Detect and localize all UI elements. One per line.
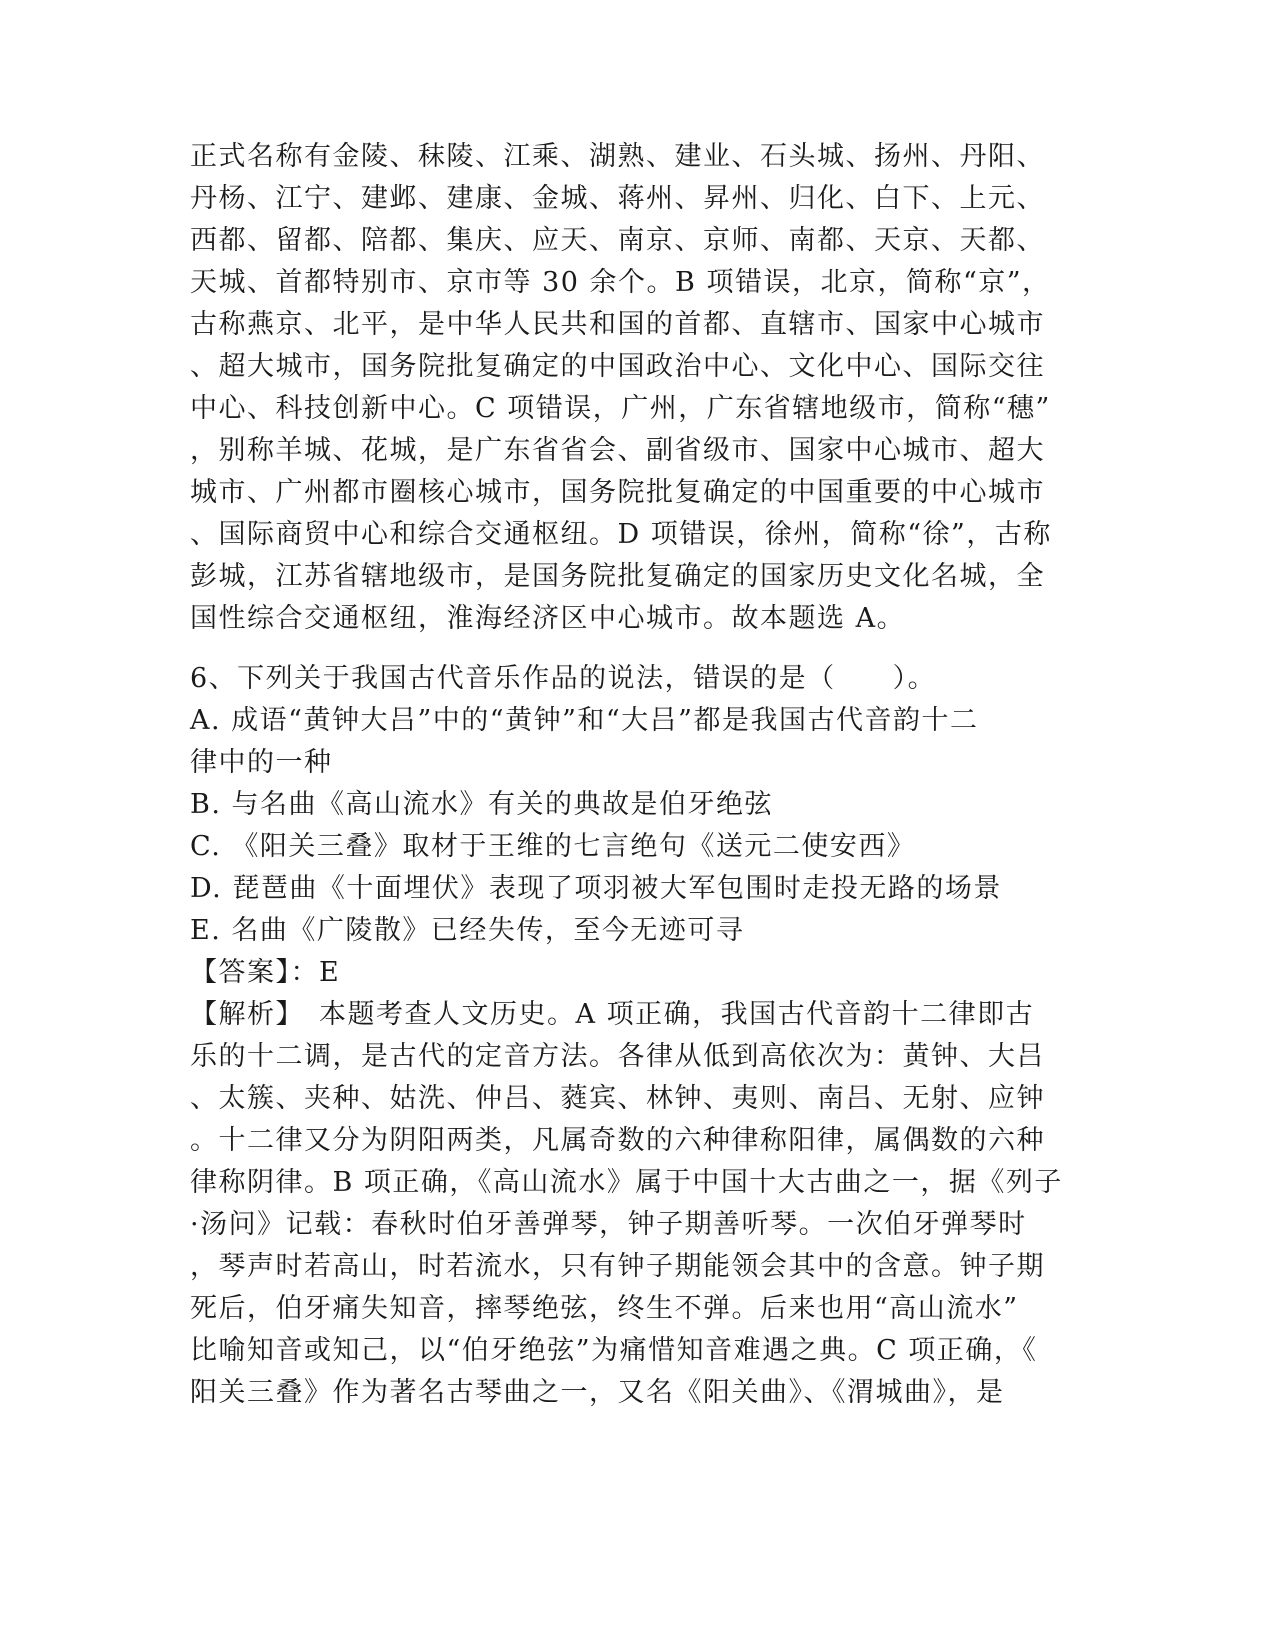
option-b: B. 与名曲《高山流水》有关的典故是伯牙绝弦 xyxy=(190,789,774,820)
analysis-line: ·汤问》记载：春秋时伯牙善弹琴，钟子期善听琴。一次伯牙弹琴时 xyxy=(190,1209,1027,1240)
paragraph-line: 天城、首都特别市、京市等 30 余个。B 项错误，北京，简称“京”， xyxy=(190,267,1051,298)
analysis-line: 【解析】 本题考查人文历史。A 项正确，我国古代音韵十二律即古 xyxy=(190,999,1035,1030)
analysis-line: ，琴声时若高山，时若流水，只有钟子期能领会其中的含意。钟子期 xyxy=(190,1251,1045,1282)
paragraph-line: 古称燕京、北平，是中华人民共和国的首都、直辖市、国家中心城市 xyxy=(190,309,1045,340)
paragraph-line: 正式名称有金陵、秣陵、江乘、湖熟、建业、石头城、扬州、丹阳、 xyxy=(190,141,1045,172)
paragraph-line: 、国际商贸中心和综合交通枢纽。D 项错误，徐州，简称“徐”，古称 xyxy=(190,519,1052,550)
analysis-line: 。十二律又分为阴阳两类，凡属奇数的六种律称阳律，属偶数的六种 xyxy=(190,1125,1045,1156)
analysis-line: 律称阴律。B 项正确，《高山流水》属于中国十大古曲之一，据《列子 xyxy=(190,1167,1063,1198)
analysis-line: 、太簇、夹种、姑洗、仲吕、蕤宾、林钟、夷则、南吕、无射、应钟 xyxy=(190,1083,1045,1114)
paragraph-line: 彭城，江苏省辖地级市，是国务院批复确定的国家历史文化名城，全 xyxy=(190,561,1045,592)
paragraph-line: 国性综合交通枢纽，淮海经济区中心城市。故本题选 A。 xyxy=(190,603,906,634)
analysis-line: 乐的十二调，是古代的定音方法。各律从低到高依次为：黄钟、大吕 xyxy=(190,1041,1045,1072)
analysis-line: 比喻知音或知己，以“伯牙绝弦”为痛惜知音难遇之典。C 项正确，《 xyxy=(190,1335,1038,1366)
question-stem: 6、下列关于我国古代音乐作品的说法，错误的是（ ）。 xyxy=(190,663,937,694)
option-e: E. 名曲《广陵散》已经失传，至今无迹可寻 xyxy=(190,915,745,946)
option-a-continued: 律中的一种 xyxy=(190,747,333,778)
paragraph-line: 西都、留都、陪都、集庆、应天、南京、京师、南都、天京、天都、 xyxy=(190,225,1045,256)
paragraph-line: 丹杨、江宁、建邺、建康、金城、蒋州、昇州、归化、白下、上元、 xyxy=(190,183,1045,214)
paragraph-line: 、超大城市，国务院批复确定的中国政治中心、文化中心、国际交往 xyxy=(190,351,1045,382)
paragraph-line: 中心、科技创新中心。C 项错误，广州，广东省辖地级市，简称“穗” xyxy=(190,393,1051,424)
paragraph-line: ，别称羊城、花城，是广东省省会、副省级市、国家中心城市、超大 xyxy=(190,435,1045,466)
option-d: D. 琵琶曲《十面埋伏》表现了项羽被大军包围时走投无路的场景 xyxy=(190,873,1002,904)
paragraph-line: 城市、广州都市圈核心城市，国务院批复确定的中国重要的中心城市 xyxy=(190,477,1045,508)
option-c: C. 《阳关三叠》取材于王维的七言绝句《送元二使安西》 xyxy=(190,831,916,862)
answer-line: 【答案】：E xyxy=(190,957,341,988)
analysis-line: 阳关三叠》作为著名古琴曲之一，又名《阳关曲》、《渭城曲》，是 xyxy=(190,1377,1005,1408)
option-a: A. 成语“黄钟大吕”中的“黄钟”和“大吕”都是我国古代音韵十二 xyxy=(190,705,979,736)
analysis-line: 死后，伯牙痛失知音，摔琴绝弦，终生不弹。后来也用“高山流水” xyxy=(190,1293,1019,1324)
